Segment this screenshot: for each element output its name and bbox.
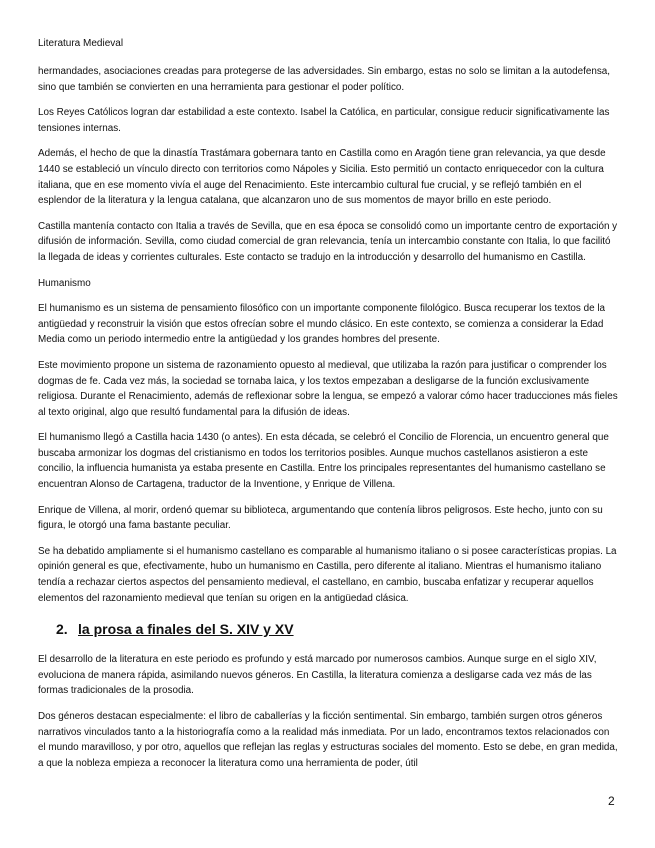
paragraph-enrique-villena: Enrique de Villena, al morir, ordenó quemar su biblioteca, argumentando que contenía libros peligrosos. Este hecho, junto con su figura, le otorgó una fama bastante peculiar.	[38, 504, 603, 532]
paragraph-hermandades: hermandades, asociaciones creadas para protegerse de las adversidades. Sin embargo, estas no solo se limitan a la autodefensa, sino que también se convierten en una herramienta para gestionar el poder político.	[38, 66, 610, 93]
page-number: 2	[608, 794, 615, 808]
subheading-humanismo: Humanismo	[38, 277, 91, 289]
paragraph-llegada-castilla: El humanismo llegó a Castilla hacia 1430 (o antes). En esta década, se celebró el Concilio de Florencia, un encuentro general que buscaba armonizar los dogmas del cristianismo en todos los territorios posibles. Aunque muchos castellanos asistieron a este concilio, la influencia humanista ya estaba presente en Castilla. Entre los principales representantes del humanismo castellano se encuentran Alonso de Cartagena, traductor de la Inventione, y Enrique de Villena.	[38, 432, 609, 491]
running-header: Literatura Medieval	[38, 38, 124, 49]
section-heading	[56, 620, 618, 638]
paragraph-trastamara: Además, el hecho de que la dinastía Trastámara gobernara tanto en Castilla como en Aragón tiene gran relevancia, ya que desde 1440 se estableció un vínculo directo con territorios como Nápoles y Sicilia. Esto permitió un contacto enriquecedor con la cultura italiana, que en ese momento vivía el auge del Renacimiento. Este intercambio cultural fue crucial, y se reflejó también en el esplendor de la literatura y la lengua catalana, que alcanzaron uno de sus momentos de mayor brillo en este periodo.	[38, 148, 606, 207]
paragraph-humanismo-definicion: El humanismo es un sistema de pensamiento filosófico con un importante componente filológico. Busca recuperar los textos de la antigüedad y reconstruir la visión que estos ofrecían sobre el mundo clásico. En este contexto, se comienza a considerar la Edad Media como un periodo intermedio entre la antigüedad y los grandes hombres del presente.	[38, 303, 606, 346]
paragraph-reyes-catolicos: Los Reyes Católicos logran dar estabilidad a este contexto. Isabel la Católica, en particular, consigue reducir significativamente las tensiones internas.	[38, 107, 610, 134]
page-body	[38, 64, 618, 781]
paragraph-razonamiento: Este movimiento propone un sistema de razonamiento opuesto al medieval, que utilizaba la razón para justificar o comprender los dogmas de fe. Cada vez más, la sociedad se tornaba laica, y los textos empezaban a desligarse de la función exclusivamente religiosa. Durante el Renacimiento, además de reflexionar sobre la lengua, se empezó a valorar cómo hacer traducciones más fieles al texto original, algo que resultó fundamental para la difusión de ideas.	[38, 359, 618, 418]
paragraph-sevilla: Castilla mantenía contacto con Italia a través de Sevilla, que en esa época se consolidó como un importante centro de exportación y difusión de información. Sevilla, como ciudad comercial de gran relevancia, tenía un intercambio constante con Italia, lo que facilitó la llegada de ideas y corrientes culturales. Este contacto se tradujo en la introducción y desarrollo del humanismo en Castilla.	[38, 220, 618, 263]
paragraph-desarrollo-literatura: El desarrollo de la literatura en este periodo es profundo y está marcado por numerosos cambios. Aunque surge en el siglo XIV, evoluciona de manera rápida, asimilando nuevos géneros. En Castilla, la literatura comienza a desligarse cada vez más de las formas tradicionales de la prosodia.	[38, 654, 597, 697]
section-number: 2.	[56, 621, 68, 638]
paragraph-debate-humanismo: Se ha debatido ampliamente si el humanismo castellano es comparable al humanismo italiano o si posee características propias. La opinión general es que, efectivamente, hubo un humanismo en Castilla, pero diferente al italiano. Mientras el humanismo italiano tendía a rechazar ciertos aspectos del pensamiento medieval, el castellano, en cambio, buscaba enfatizar y recuperar aquellos elementos del razonamiento medieval que tenían su origen en la antigüedad clásica.	[38, 545, 617, 604]
paragraph-dos-generos: Dos géneros destacan especialmente: el libro de caballerías y la ficción sentimental. Sin embargo, también surgen otros géneros narrativos vinculados tanto a la historiografía como a la realidad más inmediata. Por un lado, encontramos textos relacionados con el mundo maravilloso, y por otro, aquellos que reflejan las reglas y estructuras sociales del momento. Esto se debe, en gran medida, a que la nobleza empieza a reconocer la literatura como una herramienta de poder, útil	[38, 711, 618, 769]
section-title: la prosa a finales del S. XIV y XV	[78, 621, 294, 638]
